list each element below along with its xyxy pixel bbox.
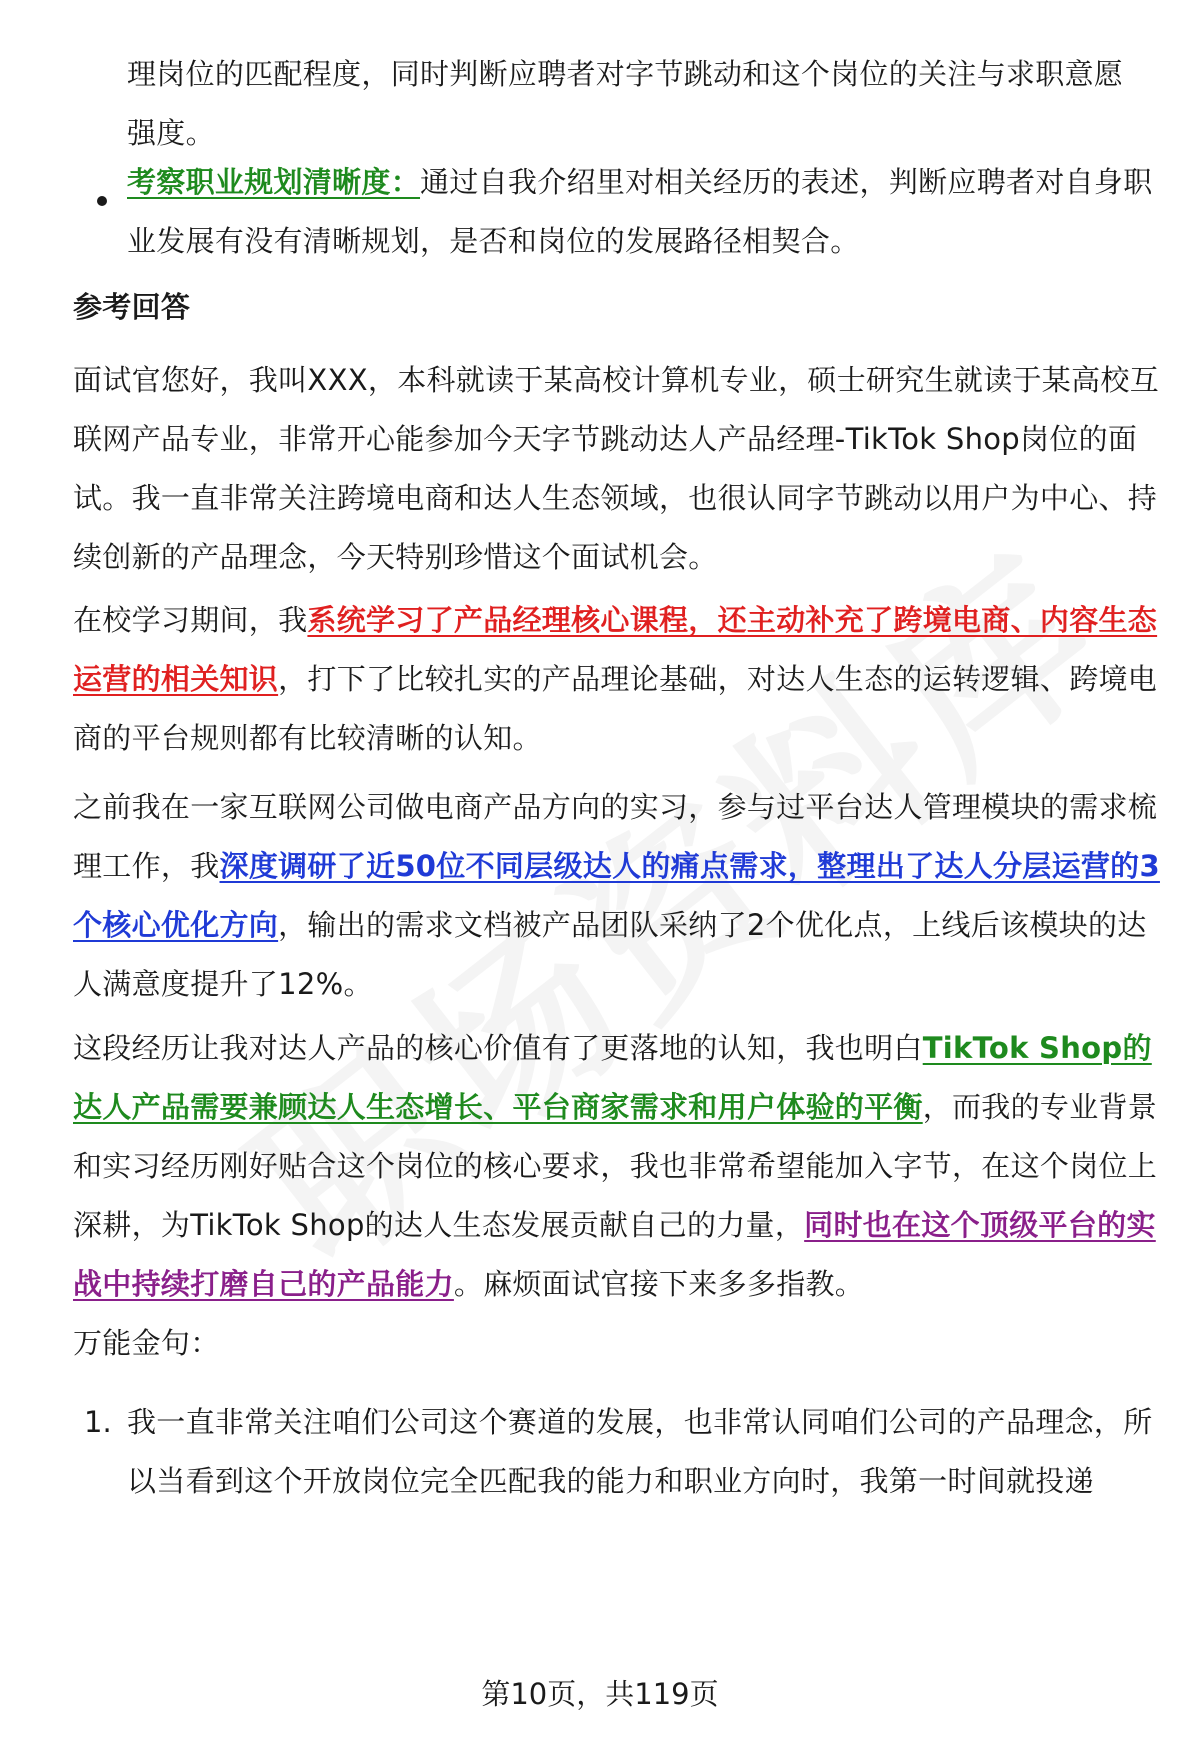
closing-text-after: 。麻烦面试官接下来多多指教。	[453, 1267, 865, 1301]
internship-text-before: 之前我在一家互联网公司做电商产品方向的实习，参与过平台达人管理模块的需求梳理工作，我	[73, 790, 1158, 883]
bullet-dot-icon	[97, 196, 107, 206]
list-item: 我一直非常关注咱们公司这个赛道的发展，也非常认同咱们公司的产品理念，所以当看到这个开放岗位完全匹配我的能力和职业方向时，我第一时间就投递	[127, 1405, 1153, 1498]
page-footer: 第10页，共119页	[481, 1677, 719, 1711]
study-highlight: 系统学习了产品经理核心课程，还主动补充了跨境电商、内容生态运营的相关知识	[73, 603, 1158, 696]
paragraph-closing	[73, 1019, 1163, 1314]
internship-highlight: 深度调研了近50位不同层级达人的痛点需求，整理出了达人分层运营的3个核心优化方向	[73, 849, 1160, 942]
list-number: 1.	[84, 1405, 112, 1439]
closing-text-middle: ，而我的专业背景和实习经历刚好贴合这个岗位的核心要求，我也非常希望能加入字节，在这个岗位上深耕，为TikTok Shop的达人生态发展贡献自己的力量，	[73, 1090, 1158, 1242]
study-text-after: ，打下了比较扎实的产品理论基础，对达人生态的运转逻辑、跨境电商的平台规则都有比较清晰的认知。	[73, 662, 1158, 755]
study-text-before: 在校学习期间，我	[73, 603, 308, 637]
paragraph-internship	[73, 778, 1163, 1014]
continuation-text	[127, 45, 1157, 163]
continuation-line-1: 理岗位的匹配程度，同时判断应聘者对字节跳动和这个岗位的关注与求职意愿	[127, 57, 1124, 91]
internship-text-after: ，输出的需求文档被产品团队采纳了2个优化点，上线后该模块的达人满意度提升了12%。	[73, 908, 1147, 1001]
bullet-label: 考察职业规划清晰度：	[127, 165, 421, 199]
paragraph-intro: 面试官您好，我叫XXX，本科就读于某高校计算机专业，硕士研究生就读于某高校互联网产品专业，非常开心能参加今天字节跳动达人产品经理-TikTok Shop岗位的面试。我一直非常关注跨境电商和达人生态领域，也很认同字节跳动以用户为中心、持续创新的产品理念，今天特别珍惜这个面试机会。	[73, 363, 1160, 574]
closing-highlight-purple: 同时也在这个顶级平台的实战中持续打磨自己的产品能力	[73, 1208, 1156, 1301]
closing-highlight-green: TikTok Shop的达人产品需要兼顾达人生态增长、平台商家需求和用户体验的平衡	[73, 1031, 1152, 1124]
paragraph-study	[73, 591, 1163, 768]
closing-text-before: 这段经历让我对达人产品的核心价值有了更落地的认知，我也明白	[73, 1031, 923, 1065]
continuation-line-2: 强度。	[127, 116, 215, 150]
bullet-text: 通过自我介绍里对相关经历的表述，判断应聘者对自身职业发展有没有清晰规划，是否和岗位的发展路径相契合。	[127, 165, 1153, 258]
section-heading: 参考回答	[73, 290, 191, 324]
bullet-item	[127, 153, 1157, 271]
golden-sentences-label: 万能金句：	[73, 1326, 220, 1360]
